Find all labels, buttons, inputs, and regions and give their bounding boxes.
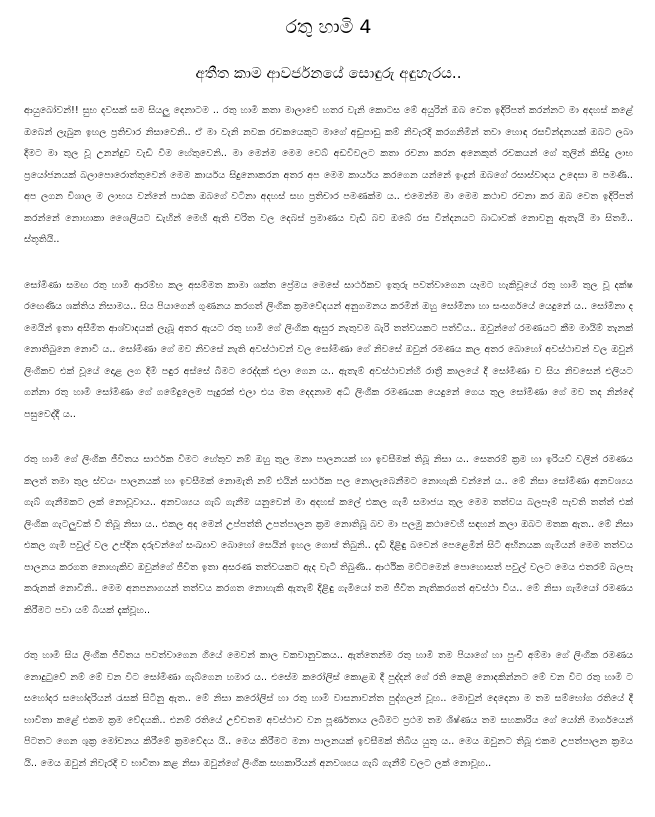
- paragraph-intro: ආයුබෝවන්!! සුභ දවසක් සම සියලු දෙනාටම .. රතු හාමි කතා මාලාවේ හතර වැනි කොටස මේ අයුරින් ඔබ වෙත ඉදිරිපත් කරන්නට මා අදහස් කළේ ඔබෙන් ලැබුන ඉහල ප්‍රතිචාර නිසාවෙනි.. ඒ මා වැනි නවක රචකයෙකුට මාගේ අඩුපාඩු කම් නිවැරදි කරගනිමින් තවා හොඳ රසවින්දනයක් ඔබට ලබා දීමට මා තුල වූ උනන්දුව වැඩි වීම හේතුවෙනි.. මා මෙන්ම මෙම වෙබ් අඩවිවලට කතා රචනා කරන අනෙකුත් රචකයන් ගේ තුලින් කිසිදු ලාභ ප්‍රයෝජනයක් බලාපොරොත්තුවෙන් මෙම කාර්යය සිදුනොකරන අතර අප මෙම කාර්යය කරගෙන යන්නේ ඉංද්‍රන් ඔබගේ රසාස්වාදය උදෙසා ම පමණි.. අප ලගන විශාල ම ලාභය වන්නේ පාඨක ඔබගේ වටිනා අදහස් සහ ප්‍රතිචාර පමණක්ම ය.. එමෙන්ම මා මෙම කථාව රචනා කර ඔබ වෙත ඉදිරිපත් කරන්නේ නොහාකා ශෛලියට ඩැහින් මෙහි ඇති චරිත වල දෙබස් ප්‍රමාණය වැඩි බව ඔබේ රස වින්දනයට බාධාවක් නොවනු ඇතැයි මා සිතමි.. ස්තූතියි..: [24, 105, 633, 245]
- page-subtitle: අතීත කාම ආවර්ජනයේ සොඳුරු අඳුහැරය..: [195, 64, 462, 82]
- paragraph-method: රතු හාමි සිය ලිංගික ජීවිතය පවත්වාගෙන ගියේ මෙවන් කාල වකවානුවකය.. ඇත්තෙන්ම රතු හාමි තම පියාගේ හා පුංචි අම්මා ගේ ලිංගික රමණය නොදුටුවේ නම් මේ වන විට සෝමිණා ගැබ්ගෙන හමාර ය.. එසේම කරෝලිස් කොළඹ දී පුද්දන් ගේ රති කෙළි නොදකින්නට මේ වන විට රතු හාමි ට සහෝදර සහෝදරියන් රැසක් සිටිනු ඇත.. මේ නිසා කරෝලිස් හා රතු හාමි වාසනාවන්ත පුද්ගලන් වූහ.. මොවුන් දෙදෙනා ම තම සම්භෝග රතියේ දී භාවිතා කළේ එකම ක්‍රම වේදයකි.. එනම් රතියේ උච්චතම අවස්ථාව වන පූර්ණතාය ලබීමට ප්‍රථම තම ශිෂ්ණය තම සහකාරිය ගේ යෝනි මාර්ගයෙන් පිටතට ගෙන ශුක්‍ර මෝචනය කිරීමේ ක්‍රමවේදය යි.. මෙය කිරීමට මනා පාලනයක් ඉවසීමක් තිබිය යුතු ය.. මෙය ඔවුනට තිබූ එකම උපත්පාලන ක්‍රමය යි.. මෙය ඔවුන් නිවැරදි ව භාවිතා කළ නිසා ඔවුන්ගේ ලිංගික සහකාරියන් අනවශ්‍යය ගැබ් ගැනීම් වලට ලක් නොවූහ..: [24, 650, 633, 769]
- page-title: රතු හාමි 4: [285, 16, 372, 38]
- paragraph-control: රතු හාමි ගේ ලිංගික ජීවිතය සාර්ථක වීමට හේතුව නම් ඔහු තුල මනා පාලනයක් හා ඉවසීමක් තිබූ නිසා ය.. සෙතරම් ක්‍රම හා ඉරියව් වලින් රමණය කලත් තමා තුල ස්වයං පාලනයක් හා ඉවසීමක් නොමැති නම් එයින් සාර්ථක පල නොලැබෙනීමට නොහැකි වන්නේ ය.. මේ නිසා සෝමිණා අනවශ්‍යය ගැබ් ගැනීමකට ලක් නොවූවාය.. අනවශ්‍යය ගැබ් ගැනීම යනුවෙන් මා අදහස් කලේ එකල ගැමි සමාජය තුල මෙම තත්වය බලපෑම් පැවති තත්ත් එක් ලිංගික ගැටලුවක් වී තිබූ නිසා ය.. එකල අද මෙන් උප්පත්ති උපත්පාලන ක්‍රම නොතිබූ බව මා පලමු කථාවෙහි සඳහන් කලා ඔබට මතක ඇත.. මේ නිසා එකල ගැමි පවුල් වල උප්දින දරුවන්ගේ සංඛ්‍යාව බොහෝ සෙයින් ඉහල ගොස් තිබුනි.. දැඩි දිළිඳු බවෙන් පෙළෙමින් සිටි අභිනයක ගැමියන් මෙම තත්වය පාලනය කරගත නොහැකිව ඔවුන්ගේ ජීවිත ඉතා අසරණ තත්වයකට ඇද වැටී තිබුණි.. ආර්ථික මට්ටමෙන් පොහොසත් පවුල් වලට මෙය එතරම් බලපෑ කරුනක් නොවිනි.. මෙම අනපනාගයන් තත්වය කරගත නොහැකි ඇතැම් දිළිඳු ගැමියෝ තම ජීවිත නැතිකරගත් අවස්ථා වීය.. මේ නිසා ගැමියෝ රමණය කිරීමට පවා යම් බියක් දැක්වූහ..: [24, 454, 633, 616]
- paragraph-somina: සෝමිණා සමඟ රතු හාමි ආරම්භ කල අසම්මත කාමා ශක්ත ප්‍රේමය මෙසේ සාර්ථකව ඉතුරු පවත්වාගෙන යෑමට හැකිවූයේ රතු හාමි තුල වූ දක්ෂ රඟෙණිය ශක්තිය නිසාමය.. සිය පියාගෙන් ගුණනය කරගත් ලිංගික ක්‍රමවේදයන් අනුගමනය කරමින් ඔහු සෝමිනා හා සංසර්ගයේ යෙදුනේ ය.. සෝමිනා ද මෙයින් ඉතා අසීමිත ආශ්වාදයක් ලැබූ අතර ඇයට රතු හාමි ගේ ලිංගික ඇසුර නැතුවම බැරි තත්වයකට පත්විය.. ඔවුන්ගේ රමණයට කීම මායිම් තැනක් නොතිබුනෙ නොවී ය.. සෝමිණා ගේ මව නිවසේ නැති අවස්ථාවන් වල සෝමිණා ගේ නිවසේ ඔවුන් රමණය කල අතර බොහෝ අවස්ථාවන් වල ඔවුන් ලිංගිකව එක් වූයේ දොළ ලග දිමි පඳුර අස්සේ බීමට රෙද්දක් එලා ගෙන ය.. ඇතැම් අවස්ථාවන්හි රාත්‍රී කාලයේ දී සෝමිණා ව සිය නිවසෙන් එලියට ගන්නා රතු හාමි සෝමිණා ගේ ගමේදුලෙම පැදුරක් එලා එය මත දෙදනාම අධි ලිංගික රමණයක යෙදුනේ ගෙය තුල සෝමිණා ගේ මව තද නින්දේ පසුවෙද්දී ය..: [24, 279, 633, 420]
